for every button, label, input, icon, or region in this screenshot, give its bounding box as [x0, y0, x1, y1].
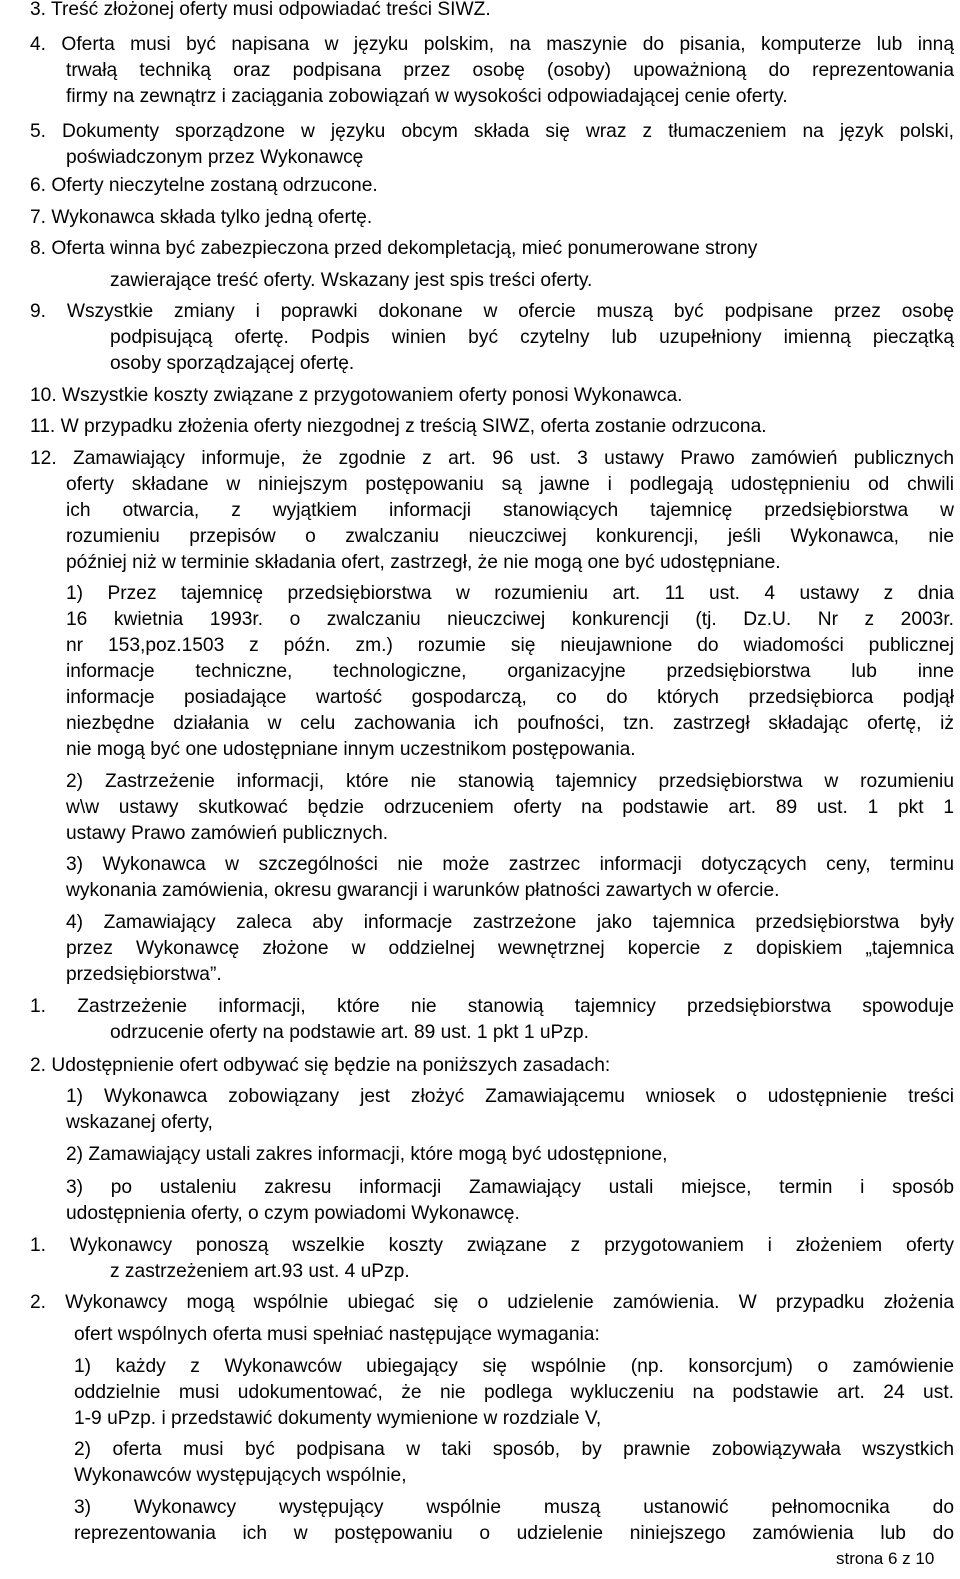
text-line: Wykonawców występujących wspólnie,	[74, 1465, 407, 1486]
text-line: firmy na zewnątrz i zaciągania zobowiązań w wysokości odpowiadającej cenie oferty.	[66, 86, 788, 107]
text-line: udostępnienia oferty, o czym powiadomi Wykonawcę.	[66, 1203, 520, 1224]
text-line: osoby sporządzającej ofertę.	[110, 353, 355, 374]
text-line: oferty składane w niniejszym postępowaniu są jawne i podlegają udostępnieniu od chwili	[66, 474, 954, 495]
sub-item-3: 3) Wykonawca w szczególności nie może zastrzec informacji dotyczących ceny, terminu	[66, 854, 954, 875]
sub-item-4: 4) Zamawiający zaleca aby informacje zastrzeżone jako tajemnica przedsiębiorstwa były	[66, 912, 954, 933]
text-line: reprezentowania ich w postępowaniu o udzielenie niniejszego zamówienia lub do	[74, 1523, 954, 1544]
text-line: niezbędne działania w celu zachowania ich poufności, tzn. zastrzegł składając ofertę, iż	[66, 713, 954, 734]
text-line: przedsiębiorstwa”.	[66, 964, 222, 985]
sub-item-1: 1) Przez tajemnicę przedsiębiorstwa w rozumieniu art. 11 ust. 4 ustawy z dnia	[66, 583, 954, 604]
list-item-7: 7. Wykonawca składa tylko jedną ofertę.	[30, 207, 373, 228]
text-line: informacje techniczne, technologiczne, organizacyjne przedsiębiorstwa lub inne	[66, 661, 954, 682]
list-item-3: 3. Treść złożonej oferty musi odpowiadać treści SIWZ.	[30, 0, 491, 20]
list-item-8: 8. Oferta winna być zabezpieczona przed dekompletacją, mieć ponumerowane strony	[30, 238, 758, 259]
list-item-9: 9. Wszystkie zmiany i poprawki dokonane w ofercie muszą być podpisane przez osobę	[30, 301, 954, 322]
sub-item-2: 2) Zamawiający ustali zakres informacji, które mogą być udostępnione,	[66, 1144, 668, 1165]
text-line: wskazanej oferty,	[66, 1112, 213, 1133]
list-item-1: 1. Zastrzeżenie informacji, które nie stanowią tajemnicy przedsiębiorstwa spowoduje	[30, 996, 954, 1017]
list-item-2: 2. Udostępnienie ofert odbywać się będzie na poniższych zasadach:	[30, 1055, 611, 1076]
sub-item-2: 2) oferta musi być podpisana w taki sposób, by prawnie zobowiązywała wszystkich	[74, 1439, 954, 1460]
list-item-6: 6. Oferty nieczytelne zostaną odrzucone.	[30, 175, 378, 196]
list-item-11: 11. W przypadku złożenia oferty niezgodnej z treścią SIWZ, oferta zostanie odrzucona.	[30, 416, 767, 437]
text-line: w\w ustawy skutkować będzie odrzuceniem oferty na podstawie art. 89 ust. 1 pkt 1	[66, 797, 954, 818]
text-line: nr 153,poz.1503 z późn. zm.) rozumie się nieujawnione do wiadomości publicznej	[66, 635, 954, 656]
text-line: 1-9 uPzp. i przedstawić dokumenty wymienione w rozdziale V,	[74, 1408, 602, 1429]
sub-item-1: 1) Wykonawca zobowiązany jest złożyć Zamawiającemu wniosek o udostępnienie treści	[66, 1086, 954, 1107]
text-line: poświadczonym przez Wykonawcę	[66, 147, 364, 168]
list-item-2: 2. Wykonawcy mogą wspólnie ubiegać się o udzielenie zamówienia. W przypadku złożenia	[30, 1292, 954, 1313]
text-line: wykonania zamówienia, okresu gwarancji i warunków płatności zawartych w ofercie.	[66, 880, 780, 901]
sub-item-3: 3) Wykonawcy występujący wspólnie muszą ustanowić pełnomocnika do	[74, 1497, 954, 1518]
sub-item-2: 2) Zastrzeżenie informacji, które nie stanowią tajemnicy przedsiębiorstwa w rozumieniu	[66, 771, 954, 792]
text-line: trwałą techniką oraz podpisana przez osobę (osoby) upoważnioną do reprezentowania	[66, 60, 954, 81]
text-line: przez Wykonawcę złożone w oddzielnej wewnętrznej kopercie z dopiskiem „tajemnica	[66, 938, 954, 959]
text-line: później niż w terminie składania ofert, zastrzegł, że nie mogą one być udostępniane.	[66, 552, 781, 573]
list-item-1: 1. Wykonawcy ponoszą wszelkie koszty związane z przygotowaniem i złożeniem oferty	[30, 1235, 954, 1256]
text-line: rozumieniu przepisów o zwalczaniu nieuczciwej konkurencji, jeśli Wykonawca, nie	[66, 526, 954, 547]
list-item-5: 5. Dokumenty sporządzone w języku obcym składa się wraz z tłumaczeniem na język polski,	[30, 121, 954, 142]
text-line: oddzielnie musi udokumentować, że nie podlega wykluczeniu na podstawie art. 24 ust.	[74, 1382, 954, 1403]
text-line: ofert wspólnych oferta musi spełniać następujące wymagania:	[74, 1324, 600, 1345]
text-line: podpisującą ofertę. Podpis winien być czytelny lub uzupełniony imienną pieczątką	[110, 327, 954, 348]
text-line: ustawy Prawo zamówień publicznych.	[66, 823, 389, 844]
sub-item-1: 1) każdy z Wykonawców ubiegający się wspólnie (np. konsorcjum) o zamówienie	[74, 1356, 954, 1377]
sub-item-3: 3) po ustaleniu zakresu informacji Zamawiający ustali miejsce, termin i sposób	[66, 1177, 954, 1198]
list-item-12: 12. Zamawiający informuje, że zgodnie z art. 96 ust. 3 ustawy Prawo zamówień publicznych	[30, 448, 954, 469]
text-line: zawierające treść oferty. Wskazany jest spis treści oferty.	[110, 270, 593, 291]
list-item-10: 10. Wszystkie koszty związane z przygotowaniem oferty ponosi Wykonawca.	[30, 385, 683, 406]
list-item-4: 4. Oferta musi być napisana w języku polskim, na maszynie do pisania, komputerze lub inną	[30, 34, 954, 55]
page-number: strona 6 z 10	[836, 1549, 935, 1568]
text-line: z zastrzeżeniem art.93 ust. 4 uPzp.	[110, 1261, 410, 1282]
text-line: ich otwarcia, z wyjątkiem informacji stanowiących tajemnicę przedsiębiorstwa w	[66, 500, 954, 521]
text-line: nie mogą być one udostępniane innym uczestnikom postępowania.	[66, 739, 636, 760]
text-line: informacje posiadające wartość gospodarczą, co do których przedsiębiorca podjął	[66, 687, 954, 708]
text-line: 16 kwietnia 1993r. o zwalczaniu nieuczciwej konkurencji (tj. Dz.U. Nr z 2003r.	[66, 609, 954, 630]
text-line: odrzucenie oferty na podstawie art. 89 ust. 1 pkt 1 uPzp.	[110, 1022, 589, 1043]
